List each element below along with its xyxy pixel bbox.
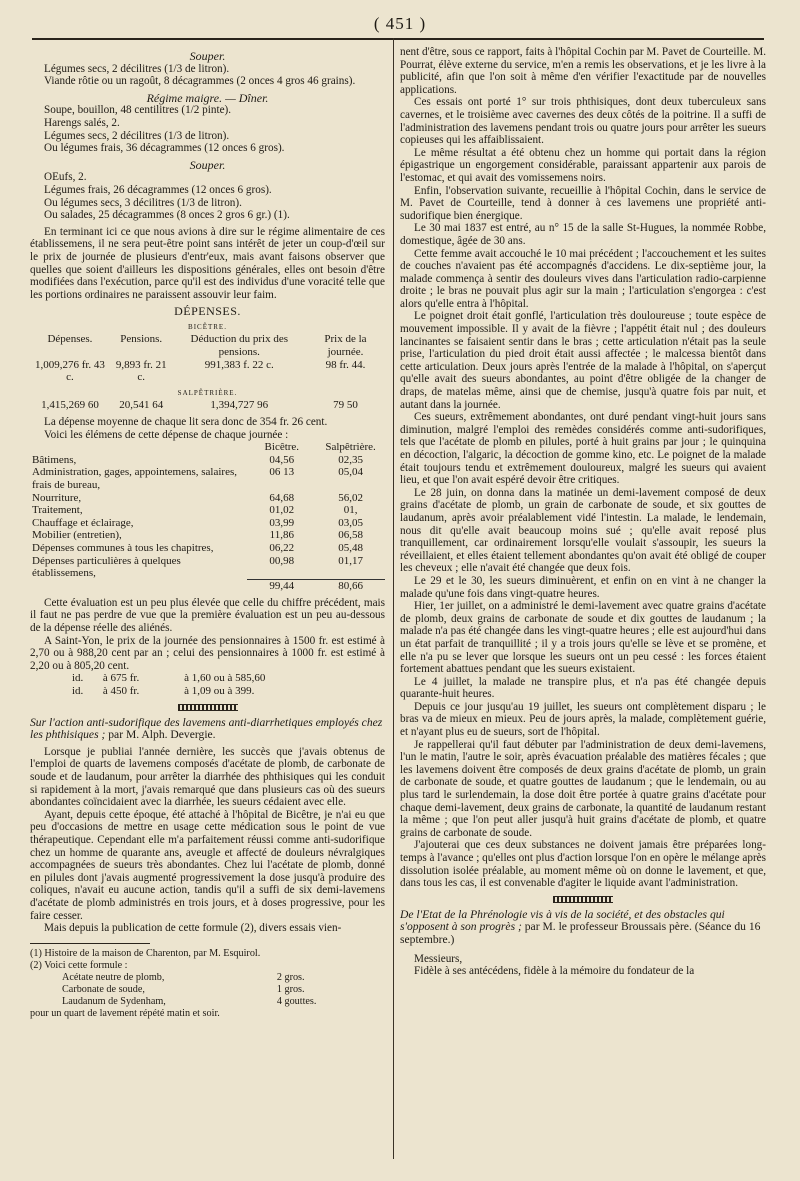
- footnote: (2) Voici cette formule :: [30, 959, 128, 971]
- diet-item: Viande rôtie ou un ragoût, 8 décagrammes (2 onces 4 gros 46 grains).: [44, 75, 356, 88]
- table-cell: 05,04: [338, 466, 363, 479]
- table-header: Déduction du prix des pensions.: [190, 333, 288, 359]
- table-cell: à 450 fr.: [102, 685, 140, 697]
- table-cell: Dépenses particulières à quelques établissemens,: [32, 554, 181, 580]
- depenses-table: [30, 333, 385, 412]
- table-cell: 1 gros.: [276, 983, 305, 995]
- table-cell: 06,58: [338, 529, 363, 542]
- table-row: [30, 542, 385, 555]
- footnote: pour un quart de lavement répété matin et soir.: [30, 1007, 220, 1019]
- table-row: [30, 517, 385, 530]
- header-rule: [32, 38, 764, 40]
- table-cell: 03,99: [269, 516, 295, 529]
- paragraph: A Saint-Yon, le prix de la journée des pensionnaires à 1500 fr. est estimé à 2,70 ou à 988,20 cent par an ; celui des pensionnaires à 1000 fr. est estimé à 2,20 ou à 805,20 cent.: [30, 634, 385, 672]
- table-row: [30, 529, 385, 542]
- diet-item: Harengs salés, 2.: [44, 116, 120, 129]
- page-number: ( 451 ): [373, 14, 427, 33]
- paragraph: Lorsque je publiai l'année dernière, les succès que j'avais obtenus de l'emploi de quarts de lavemens composés d'acétate de plomb, de carbonate de soude et de laudanum, pour arrêter la diarrhée des phthisiques qui les conduit si rapidement à la mort, j'avais remarqué que dans plusieurs cas où des sueurs abondantes coïncidaient avec la diarrhée, les sueurs cédaient avec elle.: [30, 745, 385, 809]
- table-row: [30, 399, 385, 412]
- table-cell: 01,: [343, 504, 358, 517]
- table-cell: Bâtimens,: [32, 453, 77, 466]
- paragraph: Cette évaluation est un peu plus élevée que celle du chiffre précédent, mais il faut ne pas perdre de vue que la première évaluation est un peu au-dessous de la dépense réelle des aliénés.: [30, 596, 385, 635]
- table-cell: Chauffage et éclairage,: [32, 516, 134, 529]
- paragraph: Le 29 et le 30, les sueurs diminuèrent, et enfin on en vint à ne changer la malade qu'une fois dans vingt-quatre heures.: [400, 574, 766, 600]
- table-cell: Mobilier (entretien),: [32, 529, 122, 542]
- section-ornament: [553, 896, 613, 903]
- diet-item: Soupe, bouillon, 48 centilitres (1/2 pinte).: [44, 104, 232, 117]
- diet-item: Légumes frais, 26 décagrammes (12 onces 6 gros).: [44, 183, 272, 196]
- table-cell: 79 50: [333, 399, 358, 412]
- paragraph: Ces essais ont porté 1° sur trois phthisiques, dont deux tuberculeux sans cavernes, et le troisième avec cavernes des deux côtés de la poitrine. Il a suffi de l'administration des lavemens pendant trois ou quatre jours pour arrêter les sueurs copieuses qui les affaiblissaient.: [400, 96, 766, 147]
- salpetriere-label: SALPÊTRIÈRE.: [177, 388, 238, 397]
- table-header: Pensions.: [120, 333, 163, 346]
- table-row: [30, 466, 385, 491]
- table-cell: 64,68: [269, 491, 295, 504]
- depenses-title: DÉPENSES.: [174, 304, 241, 319]
- article-author: par M. le professeur Broussais père. (Séance du 16 septembre.): [400, 920, 761, 946]
- table-row: [60, 984, 362, 996]
- diet-item: Légumes secs, 2 décilitres (1/3 de litron).: [44, 129, 230, 142]
- table-cell: 06 13: [269, 466, 295, 479]
- footnote: (1) Histoire de la maison de Charenton, par M. Esquirol.: [30, 947, 261, 959]
- article-title: [30, 717, 385, 742]
- article-author: par M. Alph. Devergie.: [105, 728, 216, 742]
- table-cell: 1,415,269 60: [41, 399, 99, 412]
- table-cell: 98 fr. 44.: [325, 358, 366, 371]
- table-cell: 06,22: [269, 541, 295, 554]
- paragraph: Mais depuis la publication de cette formule (2), divers essais vien-: [44, 922, 342, 935]
- table-cell: 80,66: [316, 580, 385, 593]
- maigre-heading: Régime maigre. — Dîner.: [146, 90, 269, 105]
- table-cell: 9,893 fr. 21 c.: [115, 358, 167, 384]
- table-cell: Carbonate de soude,: [62, 983, 145, 995]
- table-cell: Traitement,: [32, 504, 83, 517]
- table-cell: Nourriture,: [32, 491, 82, 504]
- column-separator: [393, 38, 394, 1159]
- paragraph: Le poignet droit était gonflé, l'articulation très douloureuse ; toute espèce de mouvement impossible. Il y avait de la fièvre ; l'appétit était nul ; des douleurs lancinantes se faisaient sentir dans le bras ; cette articulation n'était pas la seule prise, l'articulation du pied droit était aussi affectée ; le malcessa bientôt dans cette articulation. Deux jours après l'entrée de la malade à l'hôpital, on s'aperçut qu'elle avait des sueurs abondantes, au point d'être obligée de la changer de draps, de matelas même, ainsi que de chemise, jusqu'à quatre fois par nuit, et autant dans la journée.: [400, 310, 766, 411]
- paragraph: La dépense moyenne de chaque lit sera donc de 354 fr. 26 cent.: [44, 416, 328, 429]
- table-cell: 00,98: [269, 554, 295, 567]
- article-title: [400, 909, 766, 947]
- footnote-rule: [30, 943, 150, 944]
- article-title-text: Sur l'action anti-sudorifique des lavemens anti-diarrhetiques employés chez les phthisiques ;: [30, 715, 383, 742]
- table-cell: 1,009,276 fr. 43 c.: [34, 358, 105, 384]
- paragraph: Fidèle à ses antécédens, fidèle à la mémoire du fondateur de la: [414, 965, 695, 978]
- paragraph: En terminant ici ce que nous avions à dire sur le régime alimentaire de ces établissemens, il ne sera peut-être point sans intérêt de jeter un coup-d'œil sur le prix de journée de plusieurs d'entr'eux, mais avant faisons observer que quelles que soient d'ailleurs les dispositions générales, elles ont besoin d'être modifiées dans l'exécution, parce qu'il est des individus d'une voracité telle que les portions ordinaires ne paraissent assouvir leur faim.: [30, 225, 385, 301]
- paragraph: Depuis ce jour jusqu'au 19 juillet, les sueurs ont complètement disparu ; le bras va de mieux en mieux. Peu de jours après, la malade, complètement guérie, et n'ayant plus eu de sueurs, sort de l'hôpital.: [400, 700, 766, 739]
- table-header: Dépenses.: [47, 333, 93, 346]
- cost-table: [30, 441, 385, 593]
- table-row: [30, 454, 385, 467]
- paragraph: Le même résultat a été obtenu chez un homme qui portait dans la région épigastrique un engorgement considérable, paraissant appartenir aux parois de l'estomac, et qui avait des vomissemens noirs.: [400, 146, 766, 184]
- table-cell: 11,86: [269, 529, 294, 542]
- table-cell: id.: [72, 685, 84, 697]
- pension-table: [70, 672, 354, 697]
- left-column: [30, 46, 385, 1020]
- table-row: [60, 996, 362, 1008]
- table-cell: Dépenses communes à tous les chapitres,: [32, 541, 214, 554]
- paragraph: Cette femme avait accouché le 10 mai précédent ; l'accouchement et les suites de couches n'avaient pas été accompagnés d'accidens. Le dix-septième jour, la malade commença à sentir des douleurs vives dans l'articulation radio-carpienne droite ; le bras ne pouvait plus agir sur la main ; l'articulation s'engorgea : c'est alors qu'elle entra à l'hôpital.: [400, 247, 766, 310]
- table-cell: Administration, gages, appointemens, salaires, frais de bureau,: [32, 466, 237, 491]
- table-total-row: [30, 580, 385, 593]
- table-cell: 03,05: [338, 516, 363, 529]
- paragraph: Le 4 juillet, la malade ne transpire plus, et n'a pas été changée depuis quarante-huit heures.: [400, 675, 766, 701]
- diet-item: OEufs, 2.: [44, 171, 87, 184]
- table-cell: 01,02: [269, 504, 295, 517]
- table-cell: id.: [72, 672, 84, 685]
- table-cell: 56,02: [338, 491, 363, 504]
- table-cell: 20,541 64: [119, 399, 164, 412]
- table-header: Salpêtrière.: [325, 441, 376, 454]
- section-ornament: [178, 704, 238, 711]
- paragraph: Le 30 mai 1837 est entré, au n° 15 de la salle St-Hugues, la nommée Robbe, domestique, âgée de 30 ans.: [400, 222, 766, 247]
- table-cell: Laudanum de Sydenham,: [62, 995, 166, 1007]
- paragraph: J'ajouterai que ces deux substances ne doivent jamais être préparées long-temps à l'avance ; qu'elles ont plus d'action lorsque l'on en opère le mélange après dissolution isolée préalable, au moment même où on donne le lavement, et que, dans tous les cas, il est convenable d'agiter le liquide avant l'administration.: [400, 839, 766, 890]
- table-cell: 04,56: [269, 453, 295, 466]
- table-header: Prix de la journée.: [324, 333, 367, 359]
- article-title-text: De l'Etat de la Phrénologie vis à vis de la société, et des obstacles qui s'opposent à son progrès ;: [400, 907, 725, 934]
- paragraph: nent d'être, sous ce rapport, faits à l'hôpital Cochin par M. Pavet de Courteille. M. Pourrat, élève externe du service, m'en a remis les observations, et je les livre à la publicité, afin que l'on soit à même d'en vérifier l'exactitude par de nouvelles applications.: [400, 46, 766, 96]
- table-row: [30, 492, 385, 505]
- table-row: [70, 685, 354, 698]
- paragraph: Ces sueurs, extrêmement abondantes, ont duré pendant vingt-huit jours sans diminution, malgré l'emploi des remèdes considérés comme anti-sudorifiques, tels que l'acétate de plomb en pilules, porté à huit grains par jour ; le quinquina en décoction, l'algaric, la décoction de gomme kino, etc. Le poignet de la malade était toujours tendu et extrêmement douloureux, malgré les sueurs qui avaient lieu, et que l'on avait espéré devoir être critiques.: [400, 411, 766, 487]
- table-header: [30, 441, 247, 454]
- recipe-table: [60, 972, 362, 1008]
- diet-item: Légumes secs, 2 décilitres (1/3 de litron).: [44, 62, 230, 75]
- souper-heading: Souper.: [189, 49, 226, 63]
- salutation: Messieurs,: [414, 952, 463, 965]
- table-row: [60, 972, 362, 984]
- diet-item: Ou salades, 25 décagrammes (8 onces 2 gros 6 gr.) (1).: [44, 209, 290, 222]
- table-cell: Acétate neutre de plomb,: [62, 971, 165, 983]
- table-cell: 02,35: [338, 453, 363, 466]
- paragraph: Voici les élémens de cette dépense de chaque journée :: [44, 428, 289, 441]
- table-cell: 1,394,727 96: [210, 399, 269, 412]
- table-cell: à 675 fr.: [102, 672, 140, 685]
- souper2-heading: Souper.: [189, 157, 226, 172]
- table-cell: 991,383 f. 22 c.: [204, 358, 274, 371]
- table-cell: 4 gouttes.: [276, 995, 317, 1007]
- table-row: [70, 672, 354, 685]
- table-header: Bicêtre.: [264, 441, 300, 454]
- paragraph: Hier, 1er juillet, on a administré le demi-lavement avec quatre grains d'acétate de plomb, deux grains de carbonate de soude et dix gouttes de laudanum ; la malade n'a pas été changée dans les vingt-quatre heures ; elle est aujourd'hui dans un état parfait de tranquillité ; il y a trois jours qu'elle se lève et se promène, et elle n'a pu se lever que lorsque les sueurs ont un peu cessé : les forces étaient fortement abattues pendant que les sueurs existaient.: [400, 600, 766, 676]
- bicetre-label: BICÊTRE.: [188, 322, 227, 331]
- table-cell: 2 gros.: [276, 971, 305, 983]
- paragraph: Je rappellerai qu'il faut débuter par l'administration de deux demi-lavemens, l'un le matin, l'autre le soir, après évacuation préalable des matières fécales ; que les lavemens doivent être composés de deux grains d'acétate de plomb, un grain de carbonate de soude, et quatre gouttes de laudanum ; que le lendemain, ou au plus tard le surlendemain, la dose doit être portée à quatre grains d'acétate pour chaque demi-lavement, deux grains de carbonate, la quantité de laudanum restant la même ; que l'on peut aller jusqu'à huit grains d'acétate de plomb, et quatre grains de carbonate de soude.: [400, 738, 766, 839]
- table-row: [30, 555, 385, 580]
- table-row: [30, 359, 385, 384]
- table-cell: 05,48: [338, 541, 363, 554]
- paragraph: Ayant, depuis cette époque, été attaché à l'hôpital de Bicêtre, je n'ai eu que peu d'occasions de mettre en usage cette médication sous le point de vue thérapeutique. Cependant elle m'a parfaitement réussi comme anti-sudorifique chez un homme de quarante ans, aveugle et affecté de douleurs névralgiques accompagnées de sueurs très abondantes. Chez lui l'acétate de plomb, donné en pilules dont j'avais augmenté progressivement la dose jusqu'à produire des coliques, n'avait eu aucune action, tandis qu'il a suffi de six demi-lavemens d'acétate de plomb administrés en trois jours, et à doses progressive, pour les faire cesser.: [30, 808, 385, 922]
- diet-item: Ou légumes secs, 3 décilitres (1/3 de litron).: [44, 196, 242, 209]
- table-row: [30, 504, 385, 517]
- diet-item: Ou légumes frais, 36 décagrammes (12 onces 6 gros).: [44, 142, 285, 155]
- table-cell: à 1,09 ou à 399.: [184, 685, 255, 697]
- table-cell: 99,44: [247, 580, 316, 593]
- paragraph: Enfin, l'observation suivante, recueillie à l'hôpital Cochin, dans le service de M. Pavet de Courteille, tend à donner à ces lavemens une propriété anti-sudorifique bien énergique.: [400, 184, 766, 222]
- paragraph: Le 28 juin, on donna dans la matinée un demi-lavement composé de deux grains d'acétate de plomb, un grain de carbonate de soude, et six gouttes de laudanum, après avoir préalablement vidé l'intestin. La malade, le lendemain, nous dit qu'elle avait beaucoup moins sué ; qu'elle avait reposé plus tranquillement, car ordinairement lorsqu'elle voulait s'assoupir, les sueurs la réveillaient, et elles étaient tellement abondantes qu'on avait été obligé de couper les cheveux ; elle n'avait été changée que deux fois.: [400, 486, 766, 575]
- table-cell: 01,17: [338, 554, 363, 567]
- right-column: [400, 46, 766, 978]
- table-cell: à 1,60 ou à 585,60: [184, 672, 266, 685]
